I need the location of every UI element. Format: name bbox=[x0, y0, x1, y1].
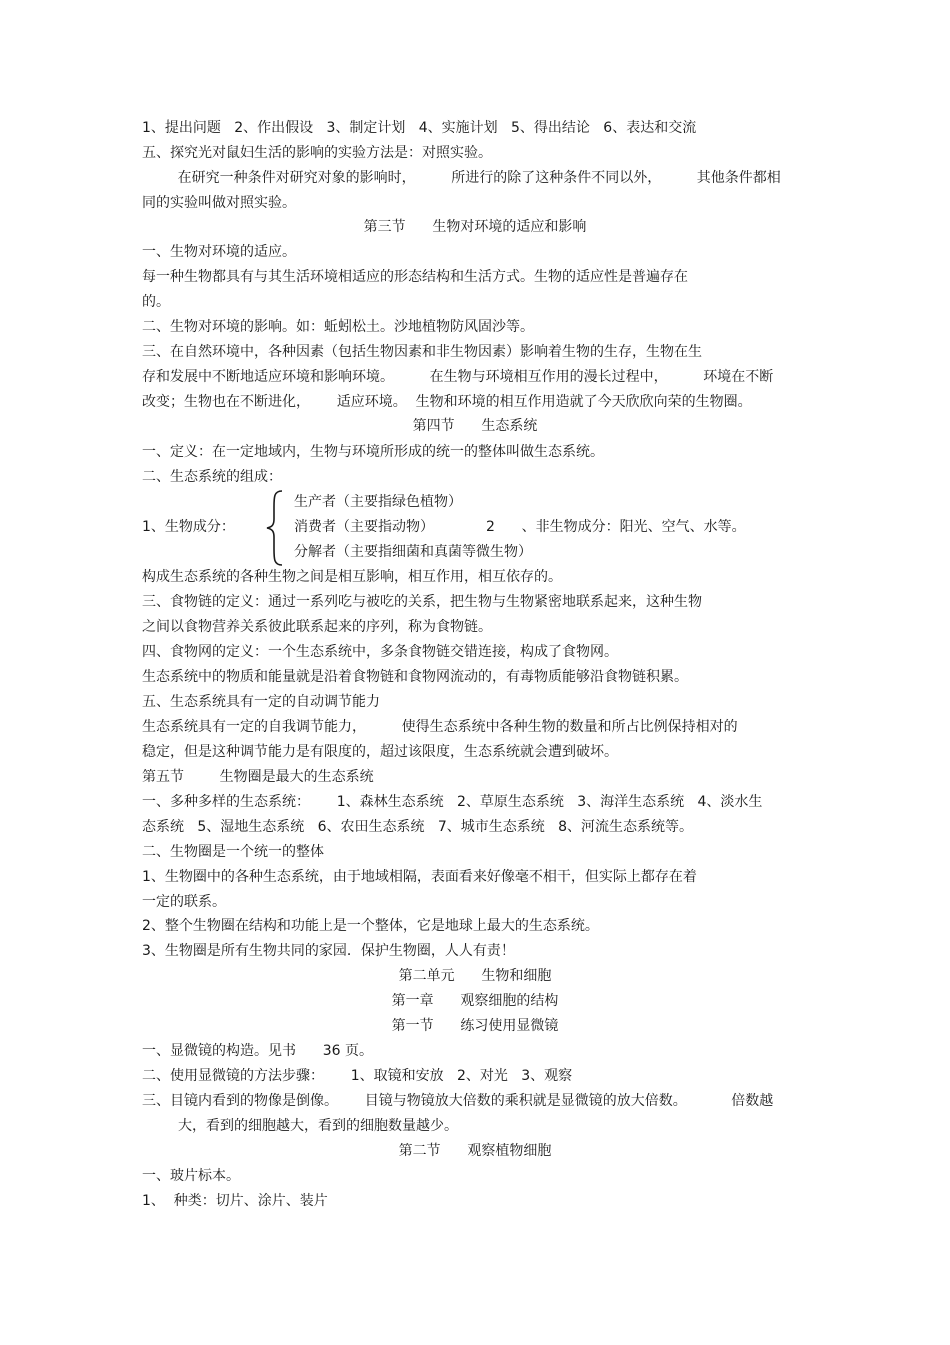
text-line: 1、提出问题 2、作出假设 3、制定计划 4、实施计划 5、得出结论 6、表达和交流 bbox=[142, 120, 697, 136]
text-line: 三、在自然环境中，各种因素（包括生物因素和非生物因素）影响着生物的生存，生物在生 bbox=[142, 344, 702, 360]
text-line: 四、食物网的定义：一个生态系统中，多条食物链交错连接，构成了食物网。 bbox=[142, 644, 618, 660]
text-line: 三、食物链的定义：通过一系列吃与被吃的关系，把生物与生物紧密地联系起来，这种生物 bbox=[142, 594, 702, 610]
curly-brace-icon bbox=[264, 489, 286, 567]
chapter-heading: 第一章 观察细胞的结构 bbox=[391, 993, 559, 1009]
unit-heading: 第二单元 生物和细胞 bbox=[398, 968, 552, 984]
text-line: 二、生物对环境的影响。如：蚯蚓松土。沙地植物防风固沙等。 bbox=[142, 319, 534, 335]
text-line: 五、探究光对鼠妇生活的影响的实验方法是：对照实验。 bbox=[142, 145, 492, 161]
text-line: 大，看到的细胞越大，看到的细胞数量越少。 bbox=[178, 1118, 458, 1134]
text-line: 同的实验叫做对照实验。 bbox=[142, 195, 296, 211]
section-heading: 第五节 生物圈是最大的生态系统 bbox=[142, 769, 374, 785]
text-line: 一、定义：在一定地域内，生物与环境所形成的统一的整体叫做生态系统。 bbox=[142, 444, 604, 460]
text-line: 一、生物对环境的适应。 bbox=[142, 244, 296, 260]
text-line: 态系统 5、湿地生态系统 6、农田生态系统 7、城市生态系统 8、河流生态系统等。 bbox=[142, 819, 694, 835]
section-heading: 第一节 练习使用显微镜 bbox=[391, 1018, 559, 1034]
text-line: 的。 bbox=[142, 294, 170, 310]
section-heading: 第四节 生态系统 bbox=[412, 418, 538, 434]
text-line: 2、整个生物圈在结构和功能上是一个整体，它是地球上最大的生态系统。 bbox=[142, 918, 599, 934]
text-line: 改变；生物也在不断进化， 适应环境。 生物和环境的相互作用造就了今天欣欣向荣的生物圈。 bbox=[142, 394, 752, 410]
text-line: 在研究一种条件对研究对象的影响时， 所进行的除了这种条件不同以外， 其他条件都相 bbox=[142, 170, 781, 186]
text-line: 每一种生物都具有与其生活环境相适应的形态结构和生活方式。生物的适应性是普遍存在 bbox=[142, 269, 688, 285]
text-line: 一定的联系。 bbox=[142, 894, 226, 910]
text-line: 生态系统具有一定的自我调节能力， 使得生态系统中各种生物的数量和所占比例保持相对的 bbox=[142, 719, 738, 735]
text-line: 存和发展中不断地适应环境和影响环境。 在生物与环境相互作用的漫长过程中， 环境在不断 bbox=[142, 369, 774, 385]
text-line: 一、玻片标本。 bbox=[142, 1168, 240, 1184]
text-line: 1、 种类：切片、涂片、装片 bbox=[142, 1193, 328, 1209]
text-line: 稳定，但是这种调节能力是有限度的，超过该限度，生态系统就会遭到破坏。 bbox=[142, 744, 618, 760]
text-line: 二、生态系统的组成： bbox=[142, 469, 282, 485]
text-line: 3、生物圈是所有生物共同的家园．保护生物圈，人人有责！ bbox=[142, 943, 515, 959]
text-line: 生态系统中的物质和能量就是沿着食物链和食物网流动的，有毒物质能够沿食物链积累。 bbox=[142, 669, 688, 685]
text-line: 一、显微镜的构造。见书 36 页。 bbox=[142, 1043, 373, 1059]
text-line: 1、生物圈中的各种生态系统，由于地域相隔，表面看来好像毫不相干，但实际上都存在着 bbox=[142, 869, 697, 885]
text-line: 1、生物成分： bbox=[142, 519, 235, 535]
text-line: 五、生态系统具有一定的自动调节能力 bbox=[142, 694, 380, 710]
text-line: 二、使用显微镜的方法步骤： 1、取镜和安放 2、对光 3、观察 bbox=[142, 1068, 573, 1084]
brace-item-decomposers: 分解者（主要指细菌和真菌等微生物） bbox=[294, 544, 532, 560]
text-line: 构成生态系统的各种生物之间是相互影响，相互作用，相互依存的。 bbox=[142, 569, 562, 585]
brace-item-producers: 生产者（主要指绿色植物） bbox=[294, 494, 462, 510]
text-line: 一、多种多样的生态系统： 1、森林生态系统 2、草原生态系统 3、海洋生态系统 4、淡水生 bbox=[142, 794, 763, 810]
section-heading: 第三节 生物对环境的适应和影响 bbox=[363, 219, 587, 235]
brace-item-consumers: 消费者（主要指动物） bbox=[294, 519, 434, 535]
text-line: 2 、非生物成分：阳光、空气、水等。 bbox=[486, 519, 746, 535]
text-line: 二、生物圈是一个统一的整体 bbox=[142, 844, 324, 860]
text-line: 之间以食物营养关系彼此联系起来的序列，称为食物链。 bbox=[142, 619, 492, 635]
text-line: 三、目镜内看到的物像是倒像。 目镜与物镜放大倍数的乘积就是显微镜的放大倍数。 倍数越 bbox=[142, 1093, 774, 1109]
section-heading: 第二节 观察植物细胞 bbox=[398, 1143, 552, 1159]
